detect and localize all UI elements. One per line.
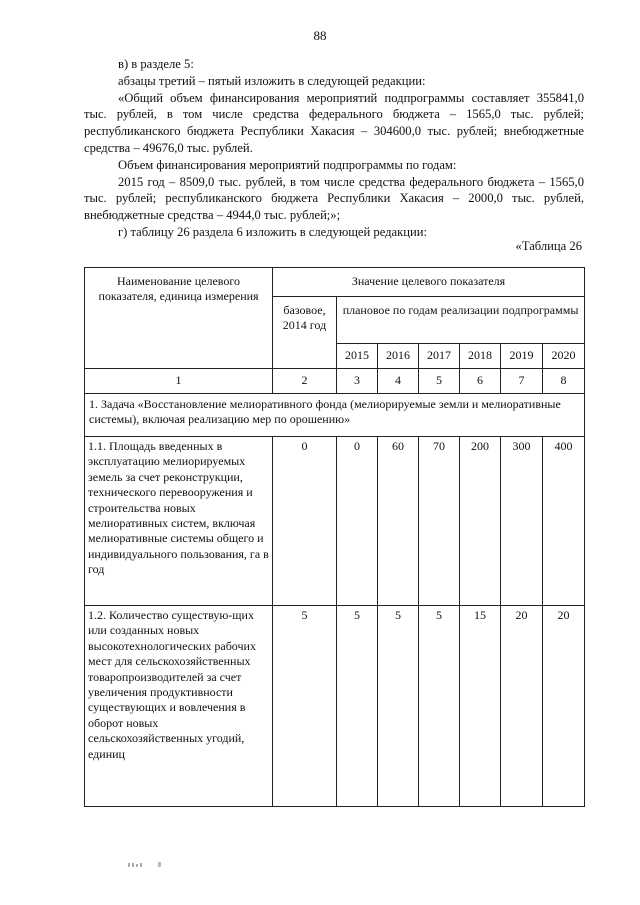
header-indicator-name: Наименование целевого показателя, единица измерения [85, 268, 273, 369]
paragraph-total-funding: «Общий объем финансирования мероприятий подпрограммы составляет 355841,0 тыс. рублей, в том числе средства федерального бюджета – 1565,0 тыс. рублей; республиканского бюджета Республики Хакасия – 304600,0 тыс. рублей; внебюджетные средства – 49676,0 тыс. рублей. [84, 90, 584, 155]
paragraph-table-instruction: г) таблицу 26 раздела 6 изложить в следующей редакции: [118, 224, 427, 239]
header-year-2015: 2015 [337, 344, 378, 369]
scan-mark-graphic [128, 861, 170, 869]
column-number: 5 [419, 369, 460, 394]
header-base-year: базовое, 2014 год [273, 297, 337, 369]
column-numbers-row [85, 369, 585, 394]
indicator-value-2018: 15 [460, 606, 501, 807]
indicator-name: 1.1. Площадь введенных в эксплуатацию мелиорируемых земель за счет реконструкции, технического перевооружения и строительства новых мелиоративных систем, включая мелиоративные системы общего и индивидуального пользования, га в год [85, 437, 273, 606]
body-text [84, 56, 584, 241]
paragraph-funding-by-year: Объем финансирования мероприятий подпрограммы по годам: [118, 157, 457, 172]
indicator-value-2020: 400 [543, 437, 585, 606]
header-year-2017: 2017 [419, 344, 460, 369]
paragraph-instruction: абзацы третий – пятый изложить в следующей редакции: [118, 73, 426, 88]
page-number: 88 [313, 28, 327, 43]
table-title: «Таблица 26 [515, 239, 582, 253]
paragraph-section-ref: в) в разделе 5: [118, 57, 194, 71]
indicator-value-2017: 5 [419, 606, 460, 807]
task-description: 1. Задача «Восстановление мелиоративного фонда (мелиорируемые земли и мелиоративные системы), включая реализацию мер по орошению» [85, 394, 585, 437]
table-row [85, 606, 585, 807]
indicator-value-2015: 0 [337, 437, 378, 606]
header-year-2018: 2018 [460, 344, 501, 369]
column-number: 6 [460, 369, 501, 394]
indicator-value-2016: 5 [378, 606, 419, 807]
scan-mark [128, 861, 170, 869]
indicator-value-2016: 60 [378, 437, 419, 606]
indicator-value-2020: 20 [543, 606, 585, 807]
indicator-value-2019: 300 [501, 437, 543, 606]
header-planned: плановое по годам реализации подпрограммы [337, 297, 585, 344]
indicator-value-2018: 200 [460, 437, 501, 606]
column-number: 8 [543, 369, 585, 394]
header-indicator-value: Значение целевого показателя [273, 268, 585, 297]
column-number: 7 [501, 369, 543, 394]
header-year-2020: 2020 [543, 344, 585, 369]
column-number: 2 [273, 369, 337, 394]
header-row-1 [85, 268, 585, 297]
indicator-value-2019: 20 [501, 606, 543, 807]
indicator-name: 1.2. Количество существую-щих или созданных новых высокотехнологических рабочих мест для сельскохозяйственных товаропроизводителей за счет увеличения продуктивности существующих и вовлечения в оборот новых сельскохозяйственных угодий, единиц [85, 606, 273, 807]
column-number: 1 [85, 369, 273, 394]
indicators-table [84, 267, 585, 807]
indicator-value-base: 0 [273, 437, 337, 606]
paragraph-2015-funding: 2015 год – 8509,0 тыс. рублей, в том числе средства федерального бюджета – 1565,0 тыс. рублей; республиканского бюджета Республики Хакасия – 2000,0 тыс. рублей, внебюджетные средства – 4944,0 тыс. рублей;»; [84, 174, 584, 223]
indicator-value-base: 5 [273, 606, 337, 807]
column-number: 3 [337, 369, 378, 394]
task-row [85, 394, 585, 437]
indicator-value-2015: 5 [337, 606, 378, 807]
table-row [85, 437, 585, 606]
header-year-2019: 2019 [501, 344, 543, 369]
header-year-2016: 2016 [378, 344, 419, 369]
indicator-value-2017: 70 [419, 437, 460, 606]
column-number: 4 [378, 369, 419, 394]
